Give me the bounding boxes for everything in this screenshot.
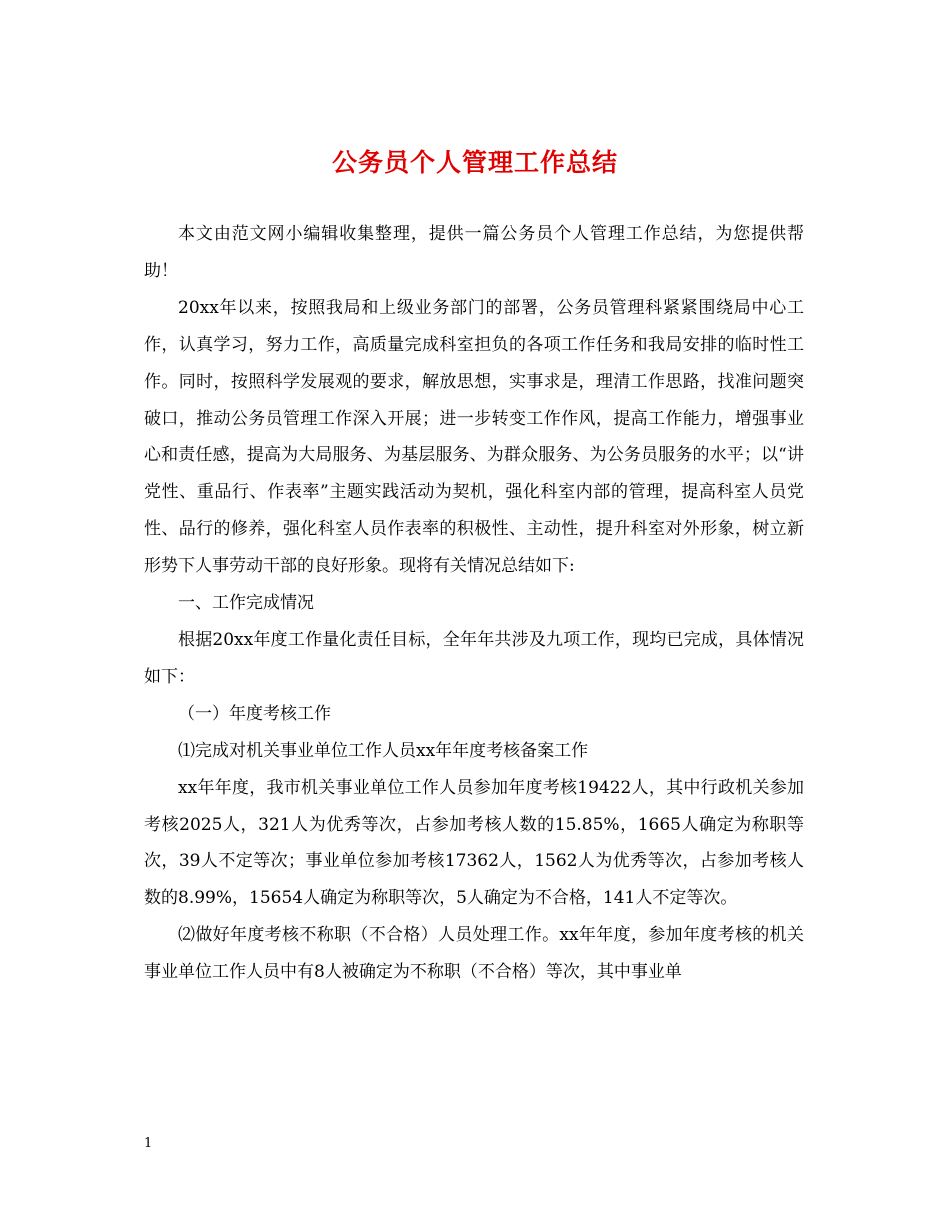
document-body — [144, 216, 804, 991]
document-title: 公务员个人管理工作总结 — [331, 148, 618, 177]
page-number: 1 — [144, 1136, 153, 1151]
item-heading-assessment-filing: ⑴完成对机关事业单位工作人员xx年年度考核备案工作 — [178, 740, 589, 761]
paragraph-work-targets: 根据20xx年度工作量化责任目标，全年年共涉及九项工作，现均已完成，具体情况如下： — [144, 629, 804, 687]
paragraph-overview: 20xx年以来，按照我局和上级业务部门的部署，公务员管理科紧紧围绕局中心工作，认真学习，努力工作，高质量完成科室担负的各项工作任务和我局安排的临时性工作。同时，按照科学发展观的要求，解放思想，实事求是，理清工作思路，找准问题突破口，推动公务员管理工作深入开展；进一步转变工作作风，提高工作能力，增强事业心和责任感，提高为大局服务、为基层服务、为群众服务、为公务员服务的水平；以“讲党性、重品行、作表率”主题实践活动为契机，强化科室内部的管理，提高科室人员党性、品行的修养，强化科室人员作表率的积极性、主动性，提升科室对外形象，树立新形势下人事劳动干部的良好形象。现将有关情况总结如下: — [144, 297, 804, 577]
paragraph-intro: 本文由范文网小编辑收集整理，提供一篇公务员个人管理工作总结，为您提供帮助！ — [144, 224, 804, 281]
paragraph-assessment-statistics: xx年年度，我市机关事业单位工作人员参加年度考核19422人，其中行政机关参加考核2025人，321人为优秀等次，占参加考核人数的15.85%，1665人确定为称职等次，39人不定等次；事业单位参加考核17362人，1562人为优秀等次，占参加考核人数的8.99%，15654人确定为称职等次，5人确定为不合格，141人不定等次。 — [144, 777, 804, 909]
paragraph-unqualified-handling: ⑵做好年度考核不称职（不合格）人员处理工作。xx年年度，参加年度考核的机关事业单位工作人员中有8人被确定为不称职（不合格）等次，其中事业单 — [144, 925, 804, 983]
subsection-heading-annual-assessment: （一）年度考核工作 — [178, 703, 331, 724]
section-heading-work-completion: 一、工作完成情况 — [178, 593, 314, 614]
